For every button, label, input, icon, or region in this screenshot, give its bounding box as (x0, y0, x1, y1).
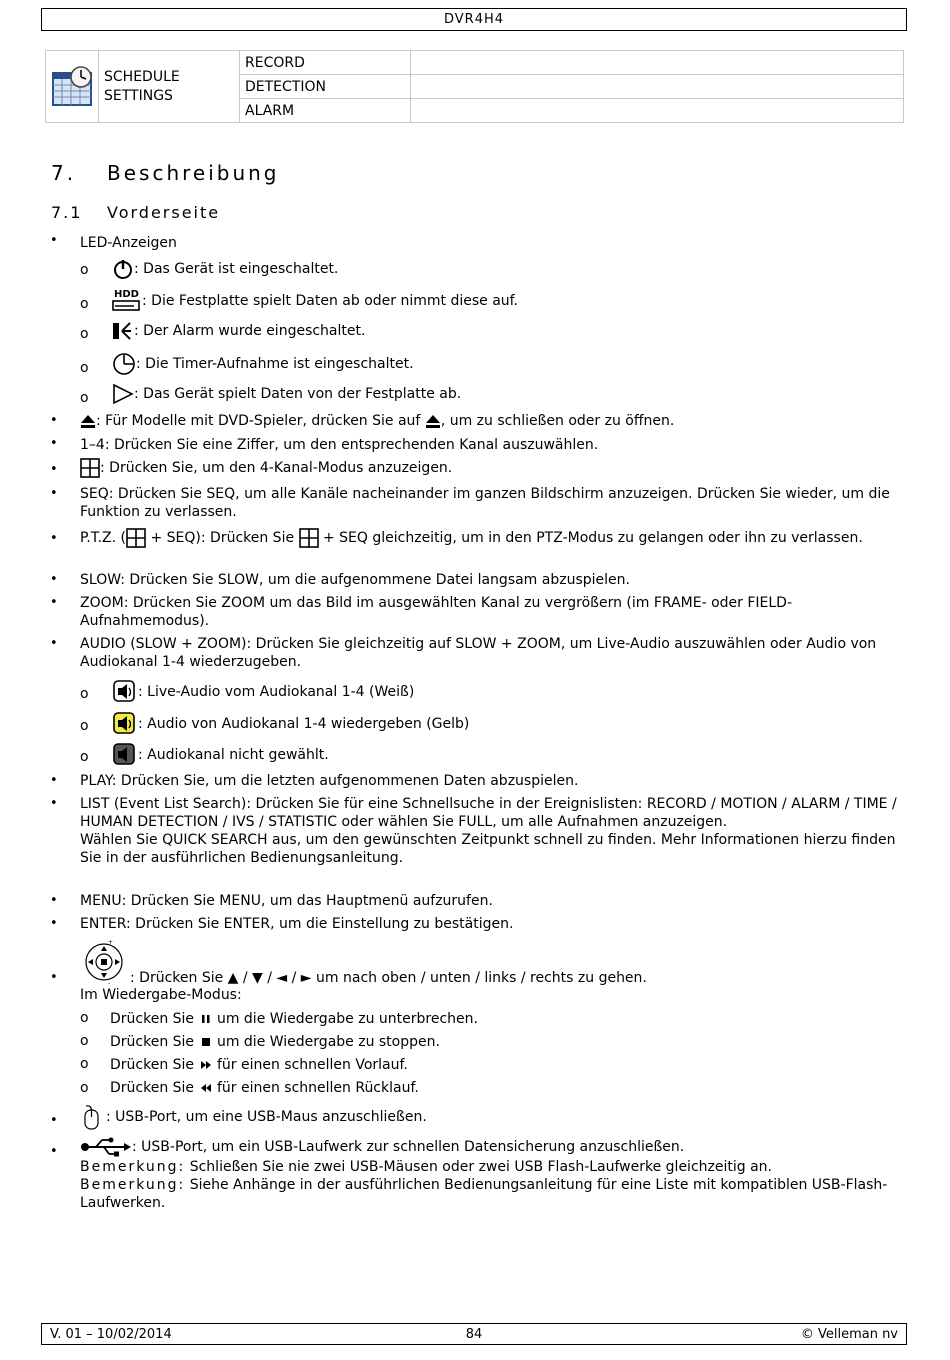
quad-view-icon (80, 458, 100, 478)
led-power-text: : Das Gerät ist eingeschaltet. (134, 261, 339, 277)
footer-page-number: 84 (465, 1327, 483, 1342)
clock-icon (112, 352, 136, 376)
audio-live-text: : Live-Audio vom Audiokanal 1-4 (Weiß) (138, 684, 415, 700)
enter-item: ENTER: Drücken Sie ENTER, um die Einstellung zu bestätigen. (80, 916, 514, 932)
hdd-icon-label: HDD (114, 289, 139, 300)
list-text-2: Wählen Sie QUICK SEARCH aus, um den gewünschten Zeitpunkt schnell zu finden. Mehr Informationen hierzu finden Sie in der ausführlichen Bedienungsanleitung. (80, 832, 896, 866)
bullet: • (50, 486, 58, 501)
sub-bullet: o (80, 360, 89, 376)
keys-item: 1–4: Drücken Sie eine Ziffer, um den entsprechenden Kanal auszuwählen. (80, 437, 599, 453)
schedule-calendar-icon (49, 61, 95, 109)
nav-pause-text-b: um die Wiedergabe zu unterbrechen. (216, 1011, 478, 1027)
sub-bullet: o (80, 262, 89, 278)
led-hdd-text: : Die Festplatte spielt Daten ab oder nimmt diese auf. (142, 293, 519, 309)
nav-pause-item (110, 1010, 870, 1028)
ptz-text-a: P.T.Z. ( (80, 530, 127, 546)
audio-item: AUDIO (SLOW + ZOOM): Drücken Sie gleichzeitig auf SLOW + ZOOM, um Live-Audio auszuwählen oder Audio von Audiokanal 1-4 wiederzugeben. (80, 636, 877, 670)
usb-item (80, 1136, 900, 1212)
section-heading (51, 161, 280, 185)
audio-playback-speaker-icon (112, 712, 138, 736)
led-heading: LED-Anzeigen (80, 235, 177, 251)
bullet: • (50, 796, 58, 811)
mouse-text: : USB-Port, um eine USB-Maus anzuschließen. (106, 1109, 427, 1125)
bullet: • (50, 893, 58, 908)
mouse-item (80, 1104, 900, 1130)
schedule-settings-text: SCHEDULE SETTINGS (104, 68, 180, 104)
note-2 (80, 1176, 900, 1212)
fast-forward-icon (199, 1059, 213, 1071)
led-power-item (112, 258, 872, 280)
bullet: • (50, 916, 58, 931)
menu-table (45, 50, 904, 123)
bullet: • (50, 413, 58, 428)
footer-copyright: © Velleman nv (800, 1327, 898, 1342)
alarm-speaker-icon (112, 320, 134, 342)
note-1-label: Bemerkung: (80, 1159, 186, 1175)
nav-ff-item (110, 1056, 870, 1074)
ptz-text-c: + SEQ gleichzeitig, um in den PTZ-Modus zu gelangen oder ihn zu verlassen. (322, 530, 863, 546)
sub-bullet: o (80, 1033, 89, 1049)
bullet: • (50, 636, 58, 651)
nav-ff-text-b: für einen schnellen Vorlauf. (216, 1057, 408, 1073)
bullet: • (50, 436, 58, 451)
header-title: DVR4H4 (443, 12, 505, 27)
page-header (41, 8, 907, 31)
eject-item (80, 412, 900, 430)
list-item (80, 795, 900, 867)
bullet: • (50, 595, 58, 610)
power-icon (112, 258, 134, 280)
eject-icon (80, 413, 96, 429)
eject-icon (425, 413, 441, 429)
quad-item (80, 458, 900, 478)
eject-text-a: : Für Modelle mit DVD-Spieler, drücken Sie auf (96, 413, 421, 429)
nav-mode-text: Im Wiedergabe-Modus: (80, 987, 242, 1003)
audio-play-item (112, 712, 872, 736)
note-2-text: Siehe Anhänge in der ausführlichen Bedienungsanleitung für eine Liste mit kompatiblen USB-Flash-Laufwerken. (80, 1177, 888, 1211)
bullet: • (50, 462, 58, 477)
nav-stop-item (110, 1033, 870, 1051)
section-title: Beschreibung (107, 161, 280, 185)
bullet: • (50, 531, 58, 546)
menu-row-record: RECORD (240, 51, 411, 75)
sub-bullet: o (80, 718, 89, 734)
note-1-text: Schließen Sie nie zwei USB-Mäusen oder zwei USB Flash-Laufwerke gleichzeitig an. (189, 1159, 772, 1175)
sub-bullet: o (80, 296, 89, 312)
nav-item (80, 938, 900, 1004)
zoom-item: ZOOM: Drücken Sie ZOOM um das Bild im ausgewählten Kanal zu vergrößern (im FRAME- oder FIELD-Aufnahmemodus). (80, 595, 792, 629)
eject-text-b: , um zu schließen oder zu öffnen. (440, 413, 675, 429)
sub-bullet: o (80, 749, 89, 765)
audio-off-speaker-icon (112, 743, 138, 767)
pause-icon (199, 1013, 213, 1025)
navigation-pad-icon (80, 938, 128, 986)
menu-item: MENU: Drücken Sie MENU, um das Hauptmenü aufzurufen. (80, 893, 493, 909)
subsection-title: Vorderseite (107, 203, 221, 222)
quad-text: : Drücken Sie, um den 4-Kanal-Modus anzuzeigen. (100, 460, 453, 476)
nav-rw-text-a: Drücken Sie (110, 1080, 195, 1096)
audio-live-speaker-icon (112, 680, 138, 704)
schedule-settings-label (99, 51, 240, 123)
led-alarm-item (112, 320, 872, 342)
bullet: • (50, 970, 58, 985)
menu-row-alarm-empty (411, 99, 904, 123)
sub-bullet: o (80, 326, 89, 342)
sub-bullet: o (80, 390, 89, 406)
bullet: • (50, 1113, 58, 1128)
sub-bullet: o (80, 1080, 89, 1096)
sub-bullet: o (80, 1010, 89, 1026)
ptz-text-b: + SEQ): Drücken Sie (150, 530, 295, 546)
led-timer-item (112, 352, 872, 376)
nav-ff-text-a: Drücken Sie (110, 1057, 195, 1073)
nav-stop-text-b: um die Wiedergabe zu stoppen. (216, 1034, 440, 1050)
led-play-item (112, 383, 872, 405)
nav-text: : Drücken Sie ▲ / ▼ / ◄ / ► um nach oben / unten / links / rechts zu gehen. (130, 970, 647, 986)
footer-version: V. 01 – 10/02/2014 (50, 1327, 172, 1342)
bullet: • (50, 1144, 58, 1159)
stop-icon (199, 1036, 213, 1048)
nav-rw-item (110, 1079, 870, 1097)
section-number: 7. (51, 161, 77, 185)
play-item: PLAY: Drücken Sie, um die letzten aufgenommenen Daten abzuspielen. (80, 773, 579, 789)
led-timer-text: : Die Timer-Aufnahme ist eingeschaltet. (136, 356, 414, 372)
bullet: • (50, 773, 58, 788)
nav-rw-text-b: für einen schnellen Rücklauf. (216, 1080, 419, 1096)
audio-live-item (112, 680, 872, 704)
menu-row-detection: DETECTION (240, 75, 411, 99)
audio-none-text: : Audiokanal nicht gewählt. (138, 747, 329, 763)
audio-none-item (112, 743, 872, 767)
play-triangle-icon (112, 383, 134, 405)
nav-stop-text-a: Drücken Sie (110, 1034, 195, 1050)
svg-text:-: - (108, 980, 111, 986)
bullet: • (50, 572, 58, 587)
quad-view-icon (299, 528, 319, 548)
ptz-item (80, 528, 900, 548)
menu-row-record-empty (411, 51, 904, 75)
seq-item: SEQ: Drücken Sie SEQ, um alle Kanäle nacheinander im ganzen Bildschirm anzuzeigen. Drücken Sie wieder, um die Funktion zu verlassen. (80, 486, 890, 520)
mouse-icon (80, 1104, 106, 1130)
subsection-heading (51, 203, 220, 222)
led-play-text: : Das Gerät spielt Daten von der Festplatte ab. (134, 386, 462, 402)
note-2-label: Bemerkung: (80, 1177, 186, 1193)
subsection-number: 7.1 (51, 203, 83, 222)
rewind-icon (199, 1082, 213, 1094)
note-1 (80, 1158, 900, 1176)
menu-row-detection-empty (411, 75, 904, 99)
page-footer (41, 1323, 907, 1345)
menu-row-alarm: ALARM (240, 99, 411, 123)
svg-text:+: + (108, 939, 114, 946)
hdd-icon (112, 287, 142, 315)
quad-view-icon (126, 528, 146, 548)
audio-play-text: : Audio von Audiokanal 1-4 wiedergeben (Gelb) (138, 716, 470, 732)
schedule-icon-cell (46, 51, 99, 123)
nav-pause-text-a: Drücken Sie (110, 1011, 195, 1027)
list-text: LIST (Event List Search): Drücken Sie für eine Schnellsuche in der Ereignislisten: RECORD / MOTION / ALARM / TIME / HUMAN DETECTION / IVS / STATISTIC oder wählen Sie FULL, um alle Aufnahmen anzuzeigen. (80, 796, 897, 830)
sub-bullet: o (80, 686, 89, 702)
bullet: • (50, 233, 58, 248)
led-alarm-text: : Der Alarm wurde eingeschaltet. (134, 323, 366, 339)
sub-bullet: o (80, 1056, 89, 1072)
usb-icon (80, 1136, 132, 1158)
usb-text: : USB-Port, um ein USB-Laufwerk zur schnellen Datensicherung anzuschließen. (132, 1139, 685, 1155)
slow-item: SLOW: Drücken Sie SLOW, um die aufgenommene Datei langsam abzuspielen. (80, 572, 630, 588)
led-hdd-item (112, 287, 872, 315)
